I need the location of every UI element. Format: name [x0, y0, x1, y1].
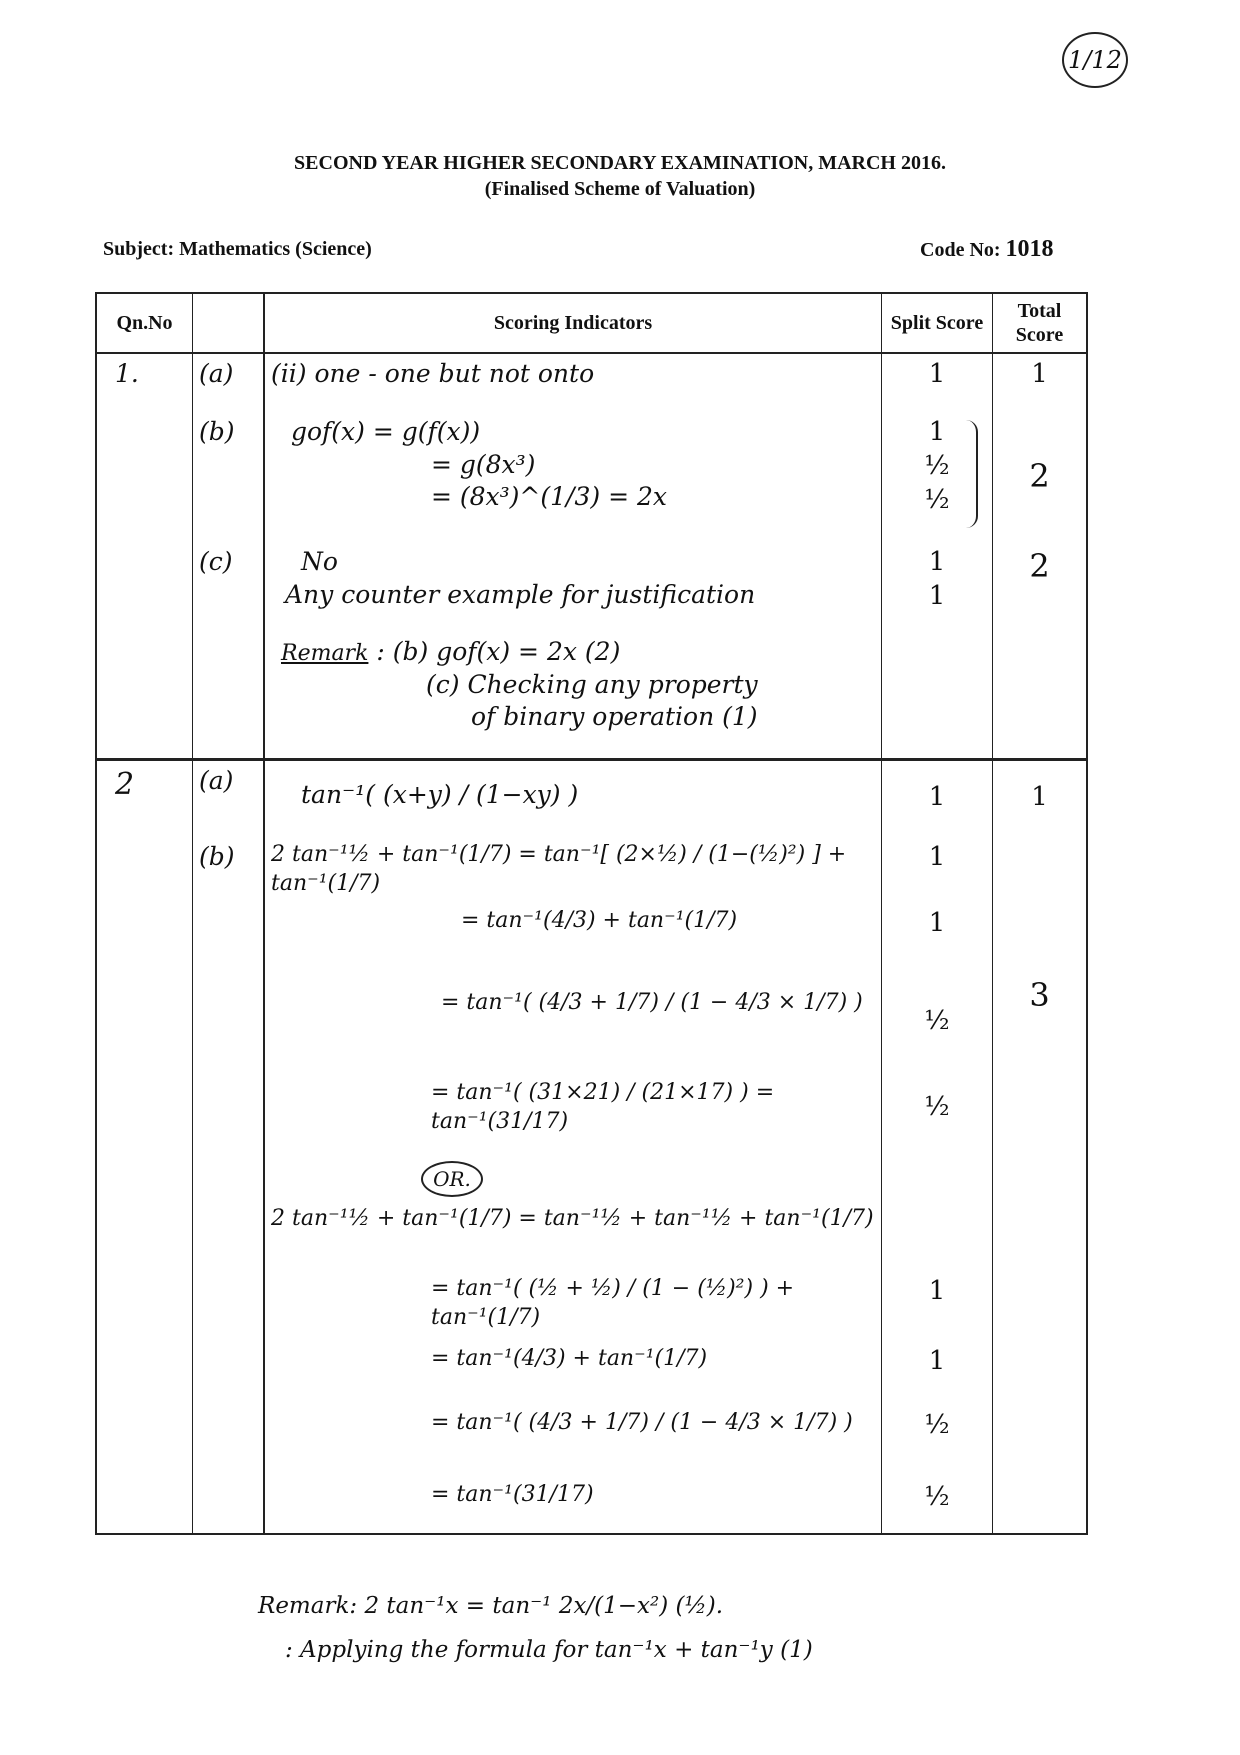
table-row [95, 1201, 1088, 1271]
q1c-split: 1 [928, 580, 946, 611]
q2-alt-line: = tan⁻¹( (4/3 + 1/7) / (1 − 4/3 × 1/7) ) [431, 1410, 853, 1435]
table-row [95, 1477, 1088, 1533]
page-number-badge: 1/12 [1062, 32, 1128, 88]
q1b-line: = g(8x³) [431, 449, 536, 479]
q1c-label: (c) [193, 542, 265, 632]
table-row [95, 542, 1088, 632]
q2a-answer: tan⁻¹( (x+y) / (1−xy) ) [301, 780, 579, 809]
remark-line-1: Remark: 2 tan⁻¹x = tan⁻¹ 2x/(1−x²) (½). [258, 1593, 724, 1619]
q1c-line: Any counter example for justification [285, 579, 756, 609]
exam-subtitle: (Finalised Scheme of Valuation) [484, 178, 756, 200]
q1-remark-c1: (c) Checking any property [426, 669, 758, 699]
q2-alt-split: 1 [882, 1271, 993, 1341]
q2b-label: (b) [193, 837, 265, 903]
q1b-line: gof(x) = g(f(x)) [291, 417, 481, 446]
table-row [95, 1271, 1088, 1341]
q2b-split: ½ [882, 965, 993, 1061]
q1a-total: 1 [993, 354, 1088, 412]
table-row [95, 1061, 1088, 1157]
table-row [95, 412, 1088, 542]
q1b-total: 2 [993, 412, 1088, 542]
question-2-section [95, 758, 1088, 1533]
q2a-label: (a) [193, 761, 265, 837]
q1b-label: (b) [193, 412, 265, 542]
header-scoring-indicators: Scoring Indicators [265, 294, 882, 352]
score-table [95, 292, 1088, 1535]
exam-title: SECOND YEAR HIGHER SECONDARY EXAMINATION, MARCH 2016. [294, 152, 946, 174]
q1c-line: No [301, 547, 338, 576]
question-1-number: 1. [95, 354, 193, 412]
table-row [95, 965, 1088, 1061]
header-qn-no: Qn.No [95, 294, 193, 352]
q1b-split: ½ [924, 450, 950, 481]
q1b-split: ½ [924, 484, 950, 515]
q1c-split: 1 [928, 547, 946, 577]
q2b-split: ½ [882, 1061, 993, 1157]
q1a-split: 1 [882, 354, 993, 412]
table-row [95, 1405, 1088, 1477]
q1b-split: 1 [928, 417, 946, 447]
question-1-section [95, 352, 1088, 758]
q1b-line: = (8x³)^(1/3) = 2x [431, 482, 667, 511]
code-number: Code No: 1018 [920, 236, 1054, 262]
q1c-total: 2 [993, 542, 1088, 632]
q1a-answer: (ii) one - one but not onto [271, 359, 595, 388]
q2a-split: 1 [882, 761, 993, 837]
q2b-line: = tan⁻¹( (4/3 + 1/7) / (1 − 4/3 × 1/7) ) [441, 990, 863, 1015]
table-header [95, 294, 1088, 352]
table-row [95, 632, 1088, 758]
q2b-line: 2 tan⁻¹½ + tan⁻¹(1/7) = tan⁻¹[ (2×½) / (1−(½)²) ] + tan⁻¹(1/7) [271, 842, 847, 896]
question-2-number: 2 [95, 761, 193, 837]
table-row [95, 1341, 1088, 1405]
table-row [95, 354, 1088, 412]
q2-alt-line: 2 tan⁻¹½ + tan⁻¹(1/7) = tan⁻¹½ + tan⁻¹½ + tan⁻¹(1/7) [271, 1206, 874, 1231]
q2b-total: 3 [993, 965, 1088, 1061]
or-badge: OR. [421, 1161, 483, 1197]
q2-alt-line: = tan⁻¹(31/17) [431, 1482, 594, 1507]
q1a-label: (a) [193, 354, 265, 412]
brace-icon [962, 420, 978, 528]
q2-alt-split: ½ [882, 1477, 993, 1533]
remarks [258, 1592, 1088, 1680]
q2b-line: = tan⁻¹( (31×21) / (21×17) ) = tan⁻¹(31/17) [431, 1080, 775, 1134]
table-row [95, 837, 1088, 903]
table-row [95, 1157, 1088, 1201]
q2-alt-split: ½ [882, 1405, 993, 1477]
header-total-score: Total Score [993, 294, 1088, 352]
table-row [95, 761, 1088, 837]
q2-alt-split: 1 [882, 1341, 993, 1405]
q2b-split: 1 [882, 837, 993, 903]
q2a-total: 1 [993, 761, 1088, 837]
remark-line-2: : Applying the formula for tan⁻¹x + tan⁻¹y (1) [285, 1636, 813, 1663]
q2-alt-line: = tan⁻¹( (½ + ½) / (1 − (½)²) ) + tan⁻¹(1/7) [431, 1276, 795, 1330]
header-split-score: Split Score [882, 294, 993, 352]
q1-remark-label: Remark [281, 641, 369, 666]
q2-alt-line: = tan⁻¹(4/3) + tan⁻¹(1/7) [431, 1346, 708, 1371]
subject-label: Subject: Mathematics (Science) [103, 238, 372, 260]
q1-remark-b: : (b) gof(x) = 2x (2) [376, 637, 621, 666]
q2b-split: 1 [882, 903, 993, 965]
q1-remark-c2: of binary operation (1) [471, 702, 758, 732]
table-row [95, 903, 1088, 965]
q2b-line: = tan⁻¹(4/3) + tan⁻¹(1/7) [461, 908, 738, 933]
